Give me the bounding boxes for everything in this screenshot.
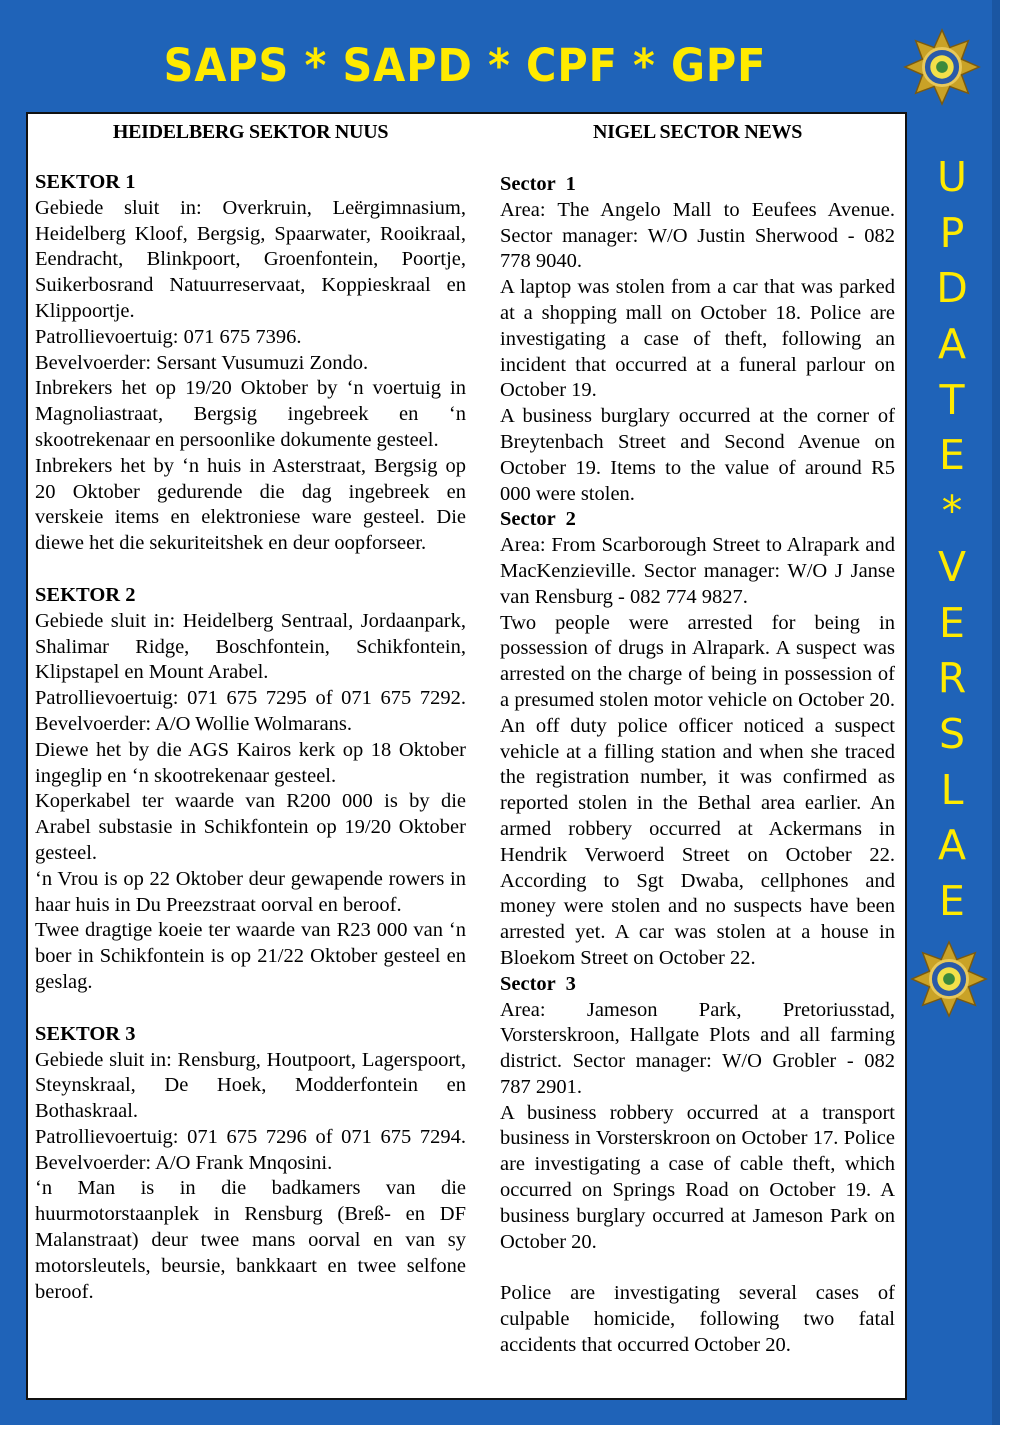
vertical-letter: R	[937, 654, 967, 703]
sector-title: SEKTOR 2	[35, 583, 136, 606]
column-body	[500, 172, 895, 1359]
sector-paragraph: Diewe het by die AGS Kairos kerk op 18 Oktober ingeglip en ‘n skootrekenaar gesteel.	[35, 738, 466, 787]
news-panel	[26, 112, 907, 1400]
sector-paragraph: Twee dragtige koeie ter waarde van R23 000 van ‘n boer in Schikfontein is op 21/22 Oktober gesteel en geslag.	[35, 919, 466, 993]
sector-paragraph: Koperkabel ter waarde van R200 000 is by die Arabel substasie in Schikfontein op 19/20 Oktober gesteel.	[35, 790, 466, 864]
vertical-letter: E	[939, 876, 965, 925]
vertical-letter: U	[936, 153, 967, 201]
saps-star-badge-icon	[903, 28, 981, 106]
sector-paragraph: Patrollievoertuig: 071 675 7396.	[35, 325, 302, 348]
sector-paragraph: Area: Jameson Park, Pretoriusstad, Vorsterskroon, Hallgate Plots and all farming district. Sector manager: W/O Grobler - 082 787 2901.	[500, 998, 895, 1098]
vertical-letter: L	[940, 765, 964, 814]
masthead-title: SAPS * SAPD * CPF * GPF	[163, 39, 767, 92]
vertical-letter: T	[939, 375, 965, 424]
sector-paragraph: Patrollievoertuig: 071 675 7295 of 071 675 7292. Bevelvoerder: A/O Wollie Wolmarans.	[35, 687, 466, 735]
sector-title: Sector 2	[500, 508, 576, 531]
vertical-letter: A	[937, 821, 967, 870]
frame-edge	[992, 0, 1000, 1425]
sector-paragraph: ‘n Man is in die badkamers van die huurmotorstaanplek in Rensburg (Breß- en DF Malanstraat) deur twee mans oorval en van sy motorsleutels, beursie, bankkaart en twee selfone beroof.	[35, 1177, 466, 1303]
sector-paragraph: Gebiede sluit in: Heidelberg Sentraal, Jordaanpark, Shalimar Ridge, Boschfontein, Schikfontein, Klipstapel en Mount Arabel.	[35, 609, 466, 684]
sector-paragraph: Inbrekers het by ‘n huis in Asterstraat, Bergsig op 20 Oktober gedurende die dag ingebreek en verskeie items en elektroniese ware gesteel. Die diewe het die sekuriteitshek en deur oopforseer.	[35, 454, 466, 555]
column-heading: NIGEL SECTOR NEWS	[592, 121, 803, 143]
sector-paragraph: Patrollievoertuig: 071 675 7296 of 071 675 7294. Bevelvoerder: A/O Frank Mnqosini.	[35, 1125, 466, 1174]
vertical-letter: A	[937, 320, 967, 369]
vertical-letter: P	[939, 208, 965, 257]
sector-paragraph: Two people were arrested for being in possession of drugs in Alrapark. A suspect was arrested on the charge of being in possession of a presumed stolen motor vehicle on October 20. An off duty police officer noticed a suspect vehicle at a filling station and when she traced the registration number, it was confirmed as reported stolen in the Bethal area earlier. An armed robbery occurred at Ackermans in Hendrik Verwoerd Street on October 22. According to Sgt Dwaba, cellphones and money were stolen and no suspects have been arrested yet. A car was stolen at a house in Bloekom Street on October 22.	[500, 611, 895, 969]
saps-star-badge-icon	[910, 940, 988, 1018]
sector-title: Sector 3	[500, 972, 576, 995]
sector-paragraph: Inbrekers het op 19/20 Oktober by ‘n voertuig in Magnoliastraat, Bergsig ingebreek en ‘n skootrekenaar en persoonlike dokumente gesteel.	[35, 377, 466, 451]
sector-title: Sector 1	[500, 173, 576, 195]
sector-paragraph: A business robbery occurred at a transport business in Vorsterskroon on October 17. Police are investigating a case of cable theft, which occurred on Springs Road on October 19. A business burglary occurred at Jameson Park on October 20.	[500, 1101, 895, 1253]
vertical-banner-text	[912, 150, 992, 930]
sector-paragraph: Gebiede sluit in: Rensburg, Houtpoort, Lagerspoort, Steynskraal, De Hoek, Modderfontein en Bothaskraal.	[35, 1048, 466, 1123]
column-heading: HEIDELBERG SEKTOR NUUS	[112, 121, 389, 143]
vertical-letter: S	[938, 709, 966, 758]
sector-paragraph: ‘n Vrou is op 22 Oktober deur gewapende rowers in haar huis in Du Preezstraat oorval en beroof.	[35, 867, 466, 916]
vertical-letter: V	[937, 542, 967, 591]
sector-title: SEKTOR 1	[35, 171, 136, 193]
sector-paragraph: Bevelvoerder: Sersant Vusumuzi Zondo.	[35, 351, 369, 374]
sector-paragraph: Area: From Scarborough Street to Alrapark and MacKenzieville. Sector manager: W/O J Janse van Rensburg - 082 774 9827.	[500, 534, 895, 608]
vertical-letter: E	[939, 431, 965, 480]
sector-paragraph: A business burglary occurred at the corner of Breytenbach Street and Second Avenue on October 19. Items to the value of around R5 000 were stolen.	[500, 405, 895, 505]
vertical-letter: D	[936, 264, 968, 313]
sector-title: SEKTOR 3	[35, 1022, 136, 1045]
vertical-letter: E	[939, 598, 965, 647]
sector-paragraph: Gebiede sluit in: Overkruin, Leërgimnasium, Heidelberg Kloof, Bergsig, Spaarwater, Rooikraal, Eendracht, Blinkpoort, Groenfontein, Poortje, Suikerbosrand Natuurreservaat, Koppieskraal en Klippoortje.	[35, 196, 466, 322]
sector-paragraph: A laptop was stolen from a car that was parked at a shopping mall on October 18. Police are investigating a case of theft, following an incident that occurred at a funeral parlour on October 19.	[500, 276, 895, 402]
sector-paragraph: Area: The Angelo Mall to Eeufees Avenue. Sector manager: W/O Justin Sherwood - 082 778 9040.	[500, 198, 895, 273]
column-body	[35, 170, 466, 1305]
closing-paragraph: Police are investigating several cases of culpable homicide, following two fatal accidents that occurred October 20.	[500, 1282, 895, 1357]
vertical-letter: *	[941, 487, 963, 536]
